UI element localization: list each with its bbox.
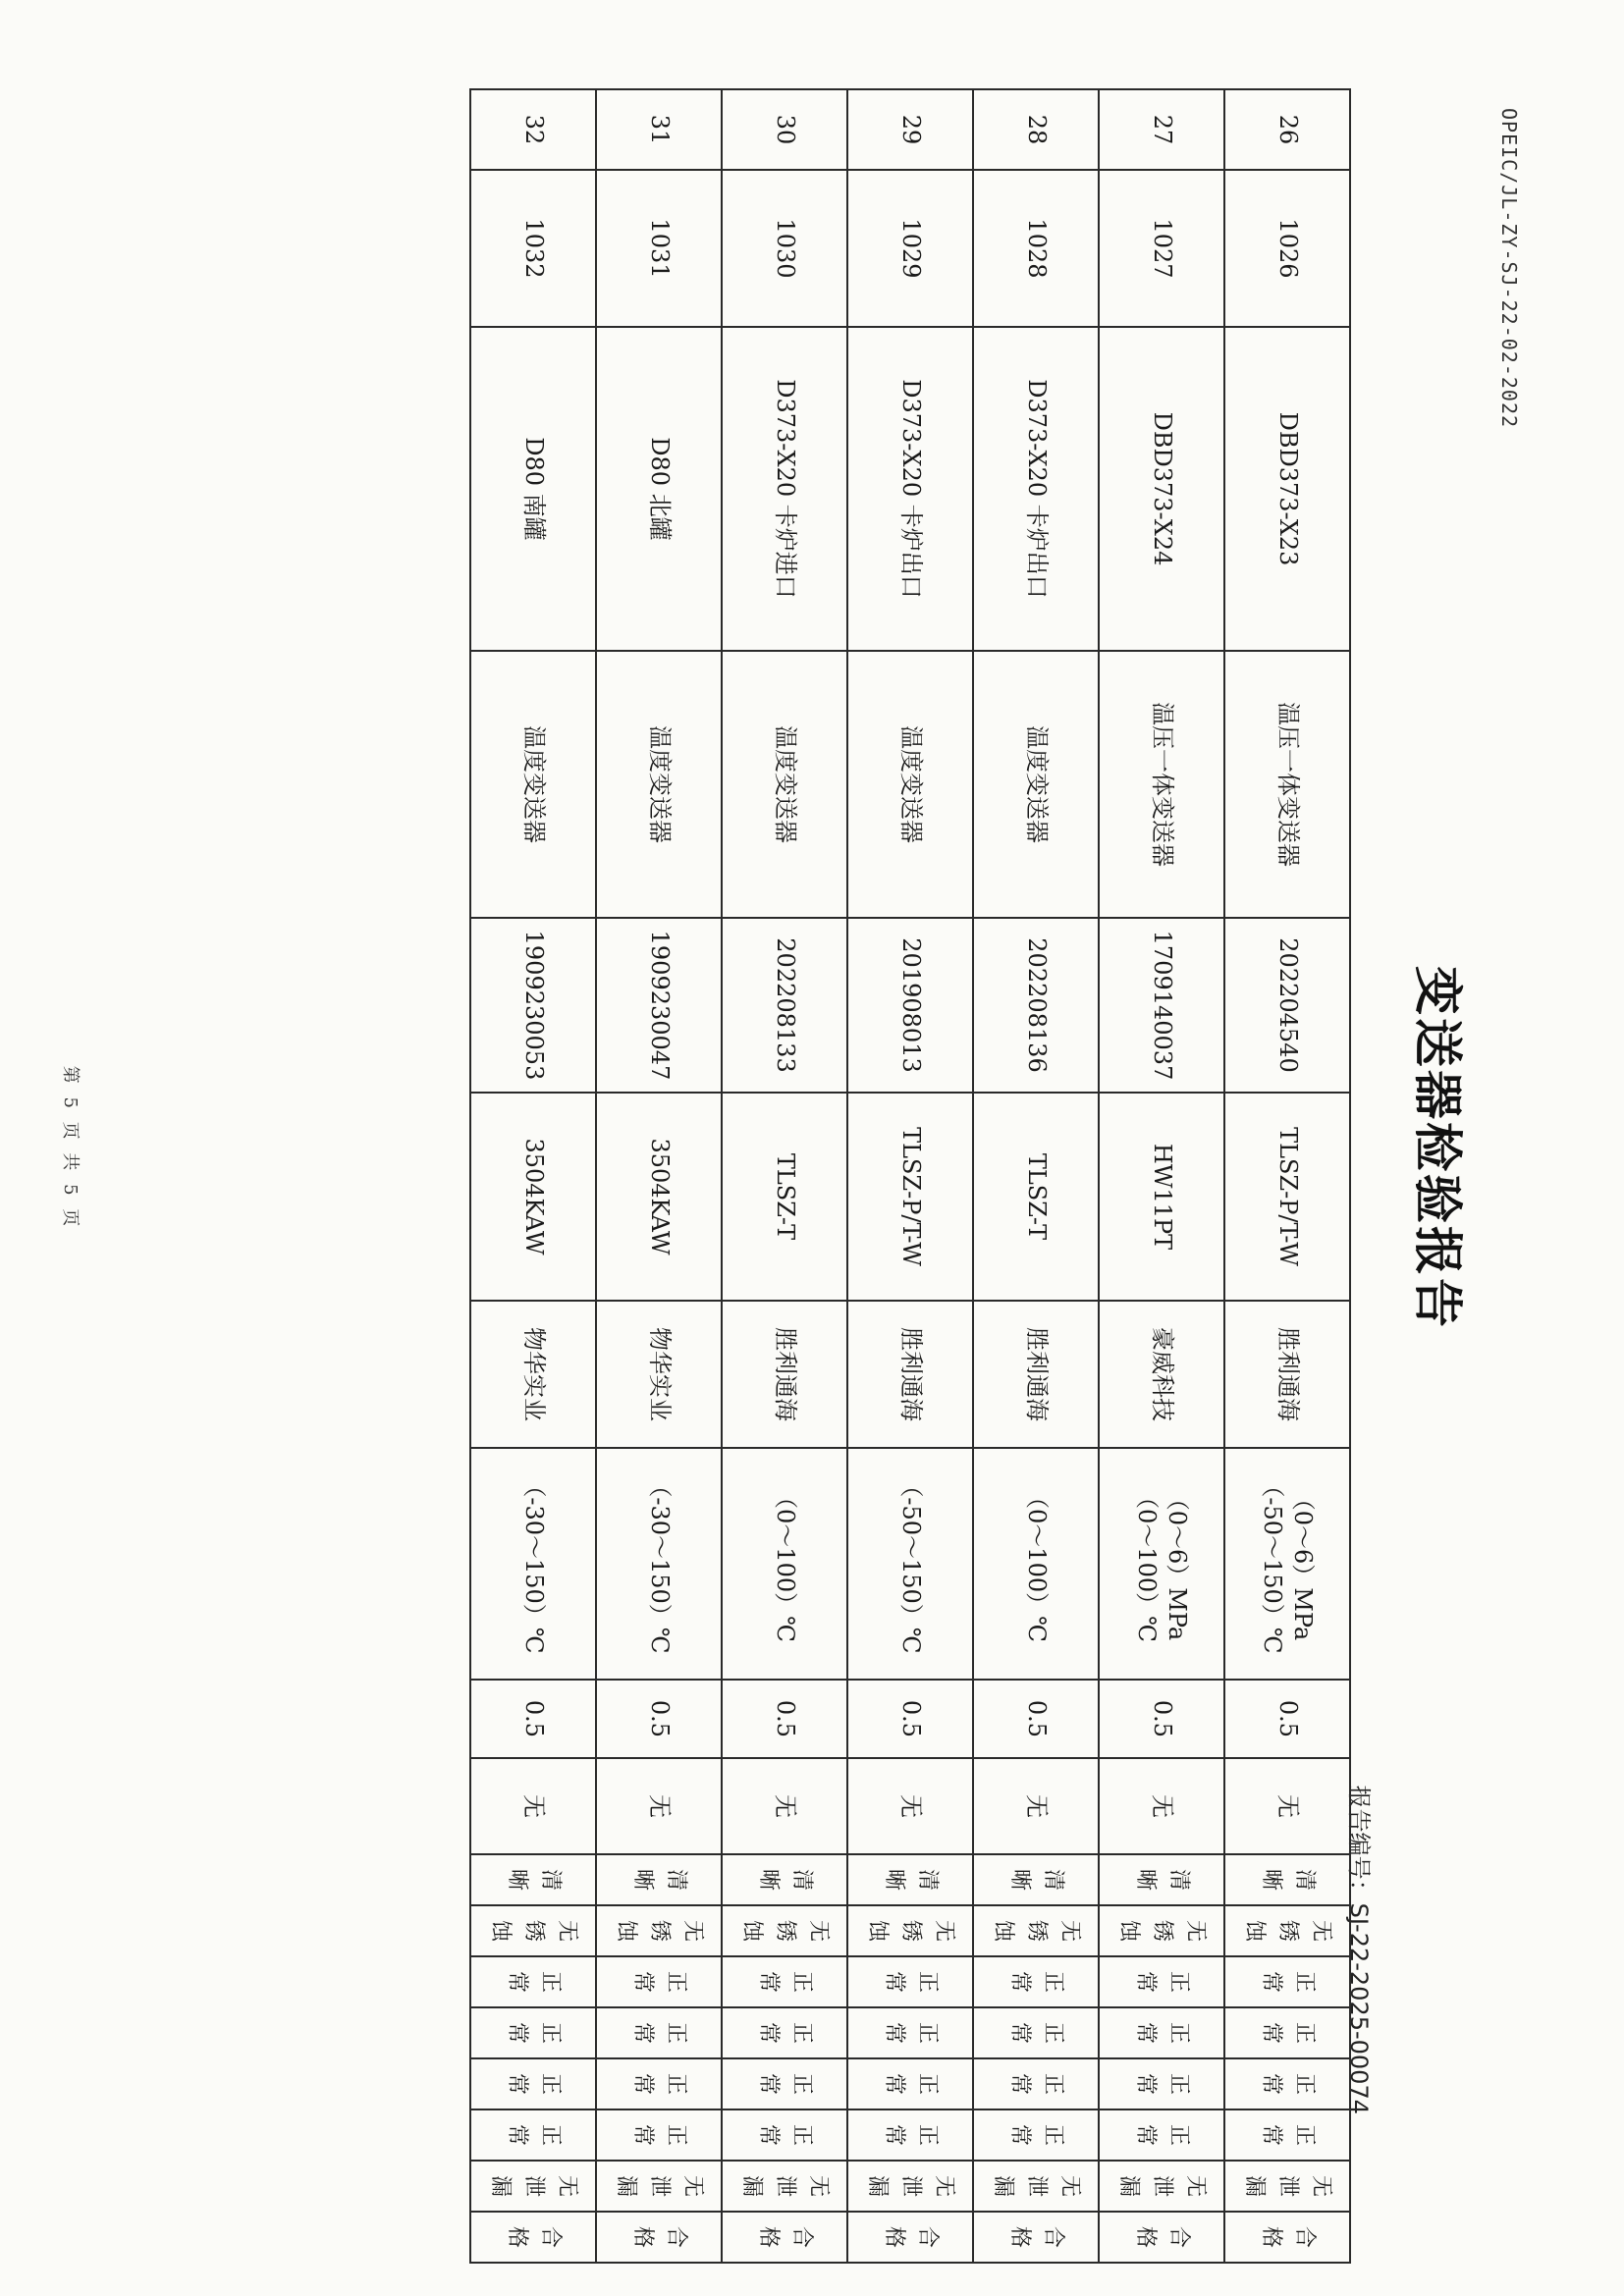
cell-text: 正常: [630, 2021, 688, 2044]
cell-c6: [973, 2109, 1099, 2161]
cell-c4: [973, 2007, 1099, 2058]
cell-no: 29: [847, 89, 973, 170]
cell-c5: [1224, 2058, 1350, 2109]
cell-text: 无泄漏: [614, 2174, 705, 2197]
range-line: （0～100）℃: [1022, 1485, 1051, 1642]
cell-damage: 无: [1099, 1758, 1224, 1854]
range-line: （-50～150）℃: [1259, 1473, 1286, 1654]
cell-c5: [1099, 2058, 1224, 2109]
cell-damage: 无: [470, 1758, 596, 1854]
cell-result: [1099, 2212, 1224, 2263]
cell-text: 正常: [1133, 2021, 1191, 2044]
cell-accuracy: 0.5: [1099, 1680, 1224, 1758]
transmitter-table: [469, 88, 1351, 2264]
cell-text: 正常: [882, 2072, 940, 2095]
cell-model: TLSZ-P/T-W: [1224, 1093, 1350, 1301]
cell-name: 温度变送器: [722, 651, 847, 918]
cell-id: 1027: [1099, 170, 1224, 327]
cell-text: 清晰: [1259, 1868, 1317, 1891]
cell-c3: [596, 1956, 722, 2007]
cell-c7: [973, 2161, 1099, 2212]
cell-damage: 无: [847, 1758, 973, 1854]
range-line: （-50～150）℃: [896, 1473, 925, 1654]
cell-c4: [596, 2007, 722, 2058]
cell-model: TLSZ-T: [722, 1093, 847, 1301]
cell-range: [596, 1448, 722, 1680]
cell-c3: [1224, 1956, 1350, 2007]
cell-damage: 无: [722, 1758, 847, 1854]
cell-model: 3504KAW: [470, 1093, 596, 1301]
cell-tag: D80 南罐: [470, 327, 596, 651]
cell-maker: 物华实业: [596, 1301, 722, 1448]
cell-name: 温度变送器: [470, 651, 596, 918]
cell-text: 合格: [756, 2225, 814, 2248]
cell-serial: 202208136: [973, 918, 1099, 1093]
cell-tag: D373-X20 卡炉出口: [847, 327, 973, 651]
cell-c1: [722, 1854, 847, 1905]
cell-c2: [596, 1905, 722, 1956]
cell-range: [1224, 1448, 1350, 1680]
cell-maker: 物华实业: [470, 1301, 596, 1448]
cell-c1: [847, 1854, 973, 1905]
cell-text: 正常: [1259, 2072, 1317, 2095]
cell-text: 正常: [1007, 2123, 1065, 2146]
cell-accuracy: 0.5: [973, 1680, 1099, 1758]
table-row: [470, 89, 596, 2263]
cell-accuracy: 0.5: [847, 1680, 973, 1758]
cell-text: 正常: [882, 1970, 940, 1993]
cell-result: [596, 2212, 722, 2263]
cell-text: 清晰: [756, 1868, 814, 1891]
cell-text: 正常: [1007, 2072, 1065, 2095]
cell-text: 正常: [1133, 1970, 1191, 1993]
cell-accuracy: 0.5: [1224, 1680, 1350, 1758]
cell-c6: [1224, 2109, 1350, 2161]
cell-damage: 无: [596, 1758, 722, 1854]
cell-text: 无锈蚀: [614, 1919, 705, 1942]
cell-no: 28: [973, 89, 1099, 170]
cell-text: 正常: [505, 2021, 563, 2044]
cell-c1: [973, 1854, 1099, 1905]
cell-name: 温度变送器: [596, 651, 722, 918]
page-footer: 第 5 页 共 5 页: [60, 1065, 81, 1231]
cell-c5: [847, 2058, 973, 2109]
cell-text: 正常: [630, 2072, 688, 2095]
cell-maker: 胜利通海: [1224, 1301, 1350, 1448]
cell-c3: [847, 1956, 973, 2007]
cell-c4: [1099, 2007, 1224, 2058]
cell-text: 正常: [1007, 2021, 1065, 2044]
cell-text: 正常: [1007, 1970, 1065, 1993]
cell-text: 无泄漏: [991, 2174, 1082, 2197]
cell-c3: [470, 1956, 596, 2007]
cell-no: 32: [470, 89, 596, 170]
cell-maker: 胜利通海: [722, 1301, 847, 1448]
table-row: [1224, 89, 1350, 2263]
cell-c2: [1224, 1905, 1350, 1956]
cell-accuracy: 0.5: [470, 1680, 596, 1758]
cell-model: 3504KAW: [596, 1093, 722, 1301]
cell-c7: [1224, 2161, 1350, 2212]
cell-accuracy: 0.5: [722, 1680, 847, 1758]
cell-range: [973, 1448, 1099, 1680]
cell-serial: 201908013: [847, 918, 973, 1093]
cell-c3: [973, 1956, 1099, 2007]
cell-tag: D373-X20 卡炉进口: [722, 327, 847, 651]
cell-c5: [973, 2058, 1099, 2109]
cell-c4: [722, 2007, 847, 2058]
cell-text: 无泄漏: [739, 2174, 831, 2197]
cell-text: 无泄漏: [1116, 2174, 1208, 2197]
cell-no: 27: [1099, 89, 1224, 170]
cell-name: 温压一体变送器: [1224, 651, 1350, 918]
cell-damage: 无: [1224, 1758, 1350, 1854]
table-row: [596, 89, 722, 2263]
cell-text: 正常: [630, 2123, 688, 2146]
cell-c6: [847, 2109, 973, 2161]
cell-c4: [470, 2007, 596, 2058]
cell-c3: [1099, 1956, 1224, 2007]
cell-model: TLSZ-P/T-W: [847, 1093, 973, 1301]
cell-c7: [847, 2161, 973, 2212]
cell-c7: [1099, 2161, 1224, 2212]
range-line: （-30～150）℃: [519, 1473, 548, 1654]
cell-id: 1029: [847, 170, 973, 327]
range-line: （0～6）MPa: [1289, 1486, 1318, 1641]
range-line: （0～100）℃: [771, 1485, 799, 1642]
cell-c2: [1099, 1905, 1224, 1956]
cell-serial: 202208133: [722, 918, 847, 1093]
cell-c1: [470, 1854, 596, 1905]
cell-text: 无锈蚀: [865, 1919, 956, 1942]
table-row: [973, 89, 1099, 2263]
cell-tag: D80 北罐: [596, 327, 722, 651]
cell-text: 无泄漏: [1242, 2174, 1333, 2197]
range-line: （-30～150）℃: [645, 1473, 674, 1654]
cell-text: 合格: [630, 2225, 688, 2248]
cell-tag: DBD373-X23: [1224, 327, 1350, 651]
cell-name: 温压一体变送器: [1099, 651, 1224, 918]
cell-result: [1224, 2212, 1350, 2263]
cell-c6: [722, 2109, 847, 2161]
cell-result: [722, 2212, 847, 2263]
cell-tag: DBD373-X24: [1099, 327, 1224, 651]
cell-serial: 202204540: [1224, 918, 1350, 1093]
cell-text: 合格: [505, 2225, 563, 2248]
cell-text: 正常: [505, 1970, 563, 1993]
cell-range: [1099, 1448, 1224, 1680]
cell-text: 无锈蚀: [1116, 1919, 1208, 1942]
report-number: 报告编号：SJ-22-2025-00074: [1345, 1785, 1373, 2114]
cell-text: 正常: [1133, 2072, 1191, 2095]
cell-c5: [722, 2058, 847, 2109]
cell-text: 清晰: [882, 1868, 940, 1891]
cell-tag: D373-X20 卡炉出口: [973, 327, 1099, 651]
cell-serial: 1909230047: [596, 918, 722, 1093]
cell-text: 无锈蚀: [1242, 1919, 1333, 1942]
cell-text: 合格: [882, 2225, 940, 2248]
cell-text: 无泄漏: [865, 2174, 956, 2197]
cell-no: 26: [1224, 89, 1350, 170]
cell-c5: [470, 2058, 596, 2109]
cell-result: [847, 2212, 973, 2263]
cell-c1: [596, 1854, 722, 1905]
cell-text: 无泄漏: [488, 2174, 579, 2197]
cell-id: 1032: [470, 170, 596, 327]
cell-text: 正常: [756, 1970, 814, 1993]
cell-c2: [470, 1905, 596, 1956]
cell-range: [722, 1448, 847, 1680]
cell-model: TLSZ-T: [973, 1093, 1099, 1301]
cell-c4: [1224, 2007, 1350, 2058]
cell-c6: [596, 2109, 722, 2161]
cell-range: [847, 1448, 973, 1680]
cell-result: [470, 2212, 596, 2263]
cell-accuracy: 0.5: [596, 1680, 722, 1758]
cell-damage: 无: [973, 1758, 1099, 1854]
cell-text: 合格: [1007, 2225, 1065, 2248]
cell-text: 正常: [1133, 2123, 1191, 2146]
cell-text: 正常: [630, 1970, 688, 1993]
cell-model: HW11PT: [1099, 1093, 1224, 1301]
cell-text: 正常: [505, 2072, 563, 2095]
cell-result: [973, 2212, 1099, 2263]
cell-id: 1028: [973, 170, 1099, 327]
cell-c3: [722, 1956, 847, 2007]
cell-c7: [470, 2161, 596, 2212]
cell-c4: [847, 2007, 973, 2058]
cell-c1: [1224, 1854, 1350, 1905]
cell-c2: [847, 1905, 973, 1956]
report-title: 变送器检验报告: [1409, 966, 1466, 1330]
cell-text: 无锈蚀: [991, 1919, 1082, 1942]
cell-text: 正常: [882, 2123, 940, 2146]
cell-id: 1030: [722, 170, 847, 327]
cell-text: 无锈蚀: [739, 1919, 831, 1942]
cell-no: 30: [722, 89, 847, 170]
cell-c2: [973, 1905, 1099, 1956]
cell-text: 合格: [1259, 2225, 1317, 2248]
cell-text: 正常: [882, 2021, 940, 2044]
cell-text: 清晰: [1007, 1868, 1065, 1891]
cell-text: 合格: [1133, 2225, 1191, 2248]
cell-maker: 胜利通海: [973, 1301, 1099, 1448]
cell-maker: 豪威科技: [1099, 1301, 1224, 1448]
cell-serial: 1909230053: [470, 918, 596, 1093]
cell-c5: [596, 2058, 722, 2109]
cell-text: 无锈蚀: [488, 1919, 579, 1942]
cell-text: 正常: [1259, 2123, 1317, 2146]
cell-no: 31: [596, 89, 722, 170]
cell-c2: [722, 1905, 847, 1956]
range-line: （0～100）℃: [1133, 1485, 1161, 1642]
table-row: [847, 89, 973, 2263]
cell-text: 正常: [756, 2072, 814, 2095]
cell-c6: [470, 2109, 596, 2161]
cell-serial: 1709140037: [1099, 918, 1224, 1093]
cell-c6: [1099, 2109, 1224, 2161]
cell-text: 正常: [756, 2021, 814, 2044]
cell-id: 1026: [1224, 170, 1350, 327]
cell-maker: 胜利通海: [847, 1301, 973, 1448]
cell-id: 1031: [596, 170, 722, 327]
cell-name: 温度变送器: [847, 651, 973, 918]
cell-c1: [1099, 1854, 1224, 1905]
cell-text: 正常: [756, 2123, 814, 2146]
cell-c7: [722, 2161, 847, 2212]
cell-text: 清晰: [630, 1868, 688, 1891]
table-row: [722, 89, 847, 2263]
cell-text: 正常: [1259, 2021, 1317, 2044]
cell-range: [470, 1448, 596, 1680]
cell-c7: [596, 2161, 722, 2212]
cell-text: 清晰: [505, 1868, 563, 1891]
cell-text: 正常: [505, 2123, 563, 2146]
cell-name: 温度变送器: [973, 651, 1099, 918]
table-row: [1099, 89, 1224, 2263]
cell-text: 正常: [1259, 1970, 1317, 1993]
document-code: OPEIC/JL-ZY-SJ-22-02-2022: [1497, 108, 1521, 429]
cell-text: 清晰: [1133, 1868, 1191, 1891]
range-line: （0～6）MPa: [1164, 1486, 1192, 1641]
